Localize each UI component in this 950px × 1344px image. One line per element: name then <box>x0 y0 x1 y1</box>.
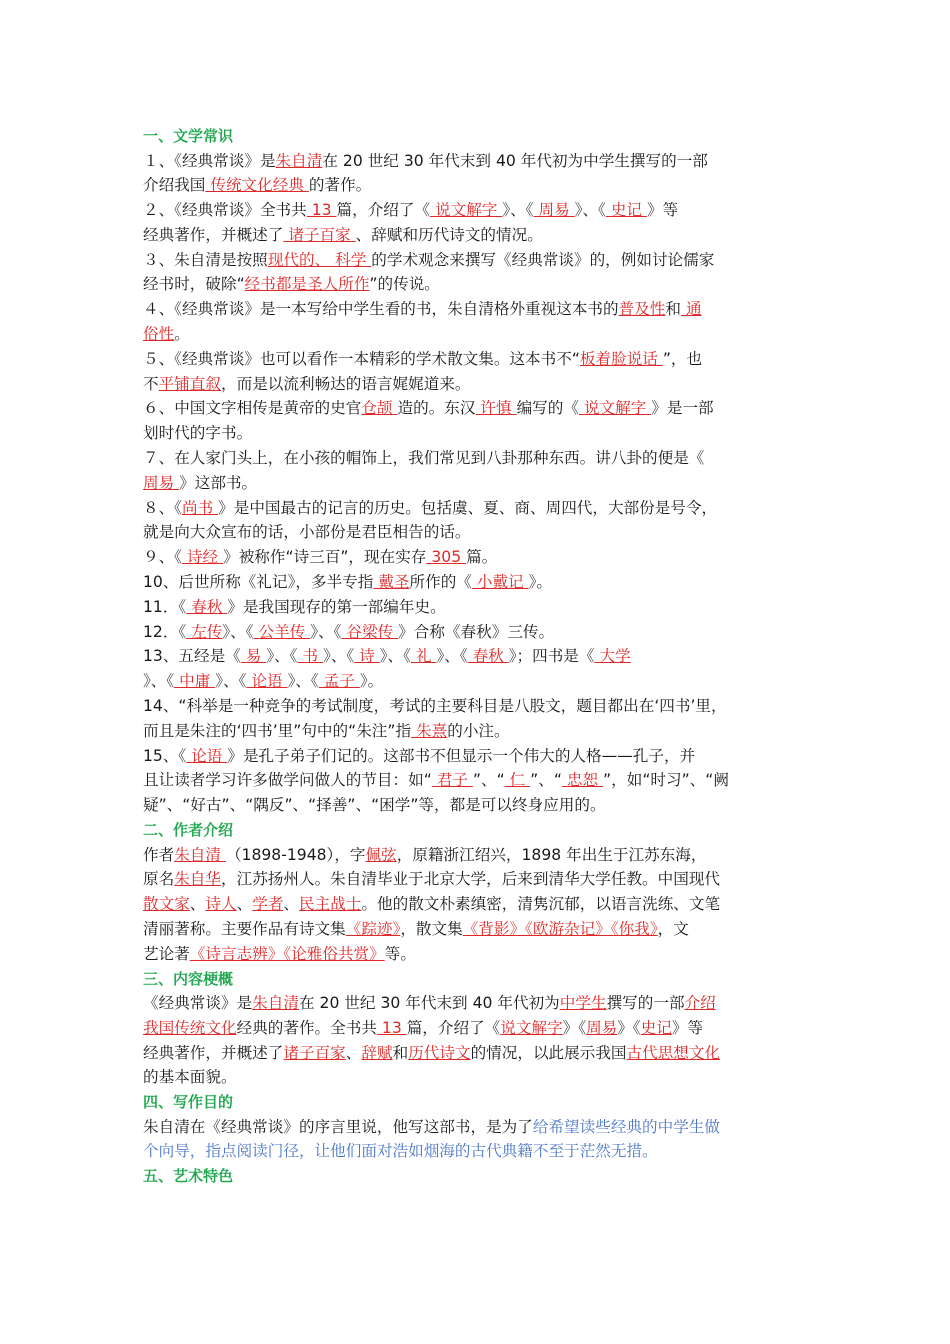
answer-text: 尚书 <box>181 498 219 517</box>
answer-text: 论语 <box>186 746 228 765</box>
body-text: 篇。 <box>466 548 498 567</box>
answer-text: 朱自华 <box>174 870 221 889</box>
section-heading <box>143 1090 815 1115</box>
section-heading <box>143 1164 815 1189</box>
body-text: 介绍我国 <box>143 176 206 195</box>
body-text: 所作的《 <box>409 573 472 592</box>
answer-text: 诗 <box>354 647 380 666</box>
text-line <box>143 248 815 273</box>
body-text: 艺论著 <box>143 944 190 963</box>
text-line <box>143 471 815 496</box>
body-text: ”，也 <box>662 349 703 368</box>
body-text: 经书时，破除“ <box>143 275 245 294</box>
body-text: 11．《 <box>143 597 187 616</box>
answer-text: 孟子 <box>318 672 360 691</box>
body-text: 》是一部 <box>651 399 714 418</box>
body-text: 》这部书。 <box>179 473 258 492</box>
answer-text: 13 <box>306 201 337 220</box>
answer-text: 君子 <box>431 771 473 790</box>
body-text: ”，如“时习”、“阙 <box>603 771 729 790</box>
text-line <box>143 1115 815 1140</box>
body-text: ８、《 <box>143 498 182 517</box>
purpose-text: 给希望读些经典的中学生做 <box>532 1117 720 1136</box>
answer-text: 诸子百家 <box>283 225 356 244</box>
answer-text: 书 <box>297 647 324 666</box>
body-text: 》、《 <box>266 647 298 666</box>
body-text: 篇，介绍了《 <box>336 201 431 220</box>
text-line <box>143 843 815 868</box>
body-text: ７、在人家门头上，在小孩的帽饰上，我们常见到八卦那种东西。讲八卦的便是《 <box>143 449 705 468</box>
body-text: １、《经典常谈》是 <box>143 151 276 170</box>
section-heading <box>143 818 815 843</box>
body-text: 等。 <box>384 944 416 963</box>
answer-text: 朱自清 <box>252 994 299 1012</box>
body-text: 》；四书是《 <box>508 647 595 666</box>
purpose-text: 个向导，指点阅读门径，让他们面对浩如烟海的古代典籍不至于茫然无措。 <box>143 1142 658 1161</box>
body-text: 》等 <box>671 1018 704 1037</box>
body-text: 在 20 世纪 30 年代末到 40 年代初为 <box>298 994 560 1012</box>
body-text: ２、《经典常谈》全书共 <box>143 201 307 220</box>
text-line <box>143 545 815 570</box>
answer-text: 介绍 <box>684 994 716 1012</box>
body-text: 的情况，以此展示我国 <box>470 1043 627 1062</box>
section-heading <box>143 967 815 992</box>
body-text: 》、《 <box>436 647 468 666</box>
answer-text: 许慎 <box>475 399 517 418</box>
text-line <box>143 223 815 248</box>
answer-text: 仓颉 <box>361 399 398 418</box>
text-line <box>143 1065 815 1090</box>
answer-text: 说文解字 <box>500 1018 563 1037</box>
body-text: 。他的散文朴素缜密，清隽沉郁，以语言洗练、文笔 <box>361 895 721 914</box>
body-text: ，文 <box>657 919 689 938</box>
body-text: 》《 <box>562 1018 587 1037</box>
body-text: 》、《 <box>222 622 254 641</box>
answer-text: 忠恕 <box>561 771 604 790</box>
text-line <box>143 520 815 545</box>
body-text: 不 <box>143 374 159 393</box>
body-text: 编写的《 <box>516 399 579 418</box>
body-text: 疑”、“好古”、“隅反”、“择善”、“困学”等，都是可以终身应用的。 <box>143 796 606 815</box>
text-line <box>143 446 815 471</box>
body-text: 。 <box>174 325 190 344</box>
body-text: 而且是朱注的‘四书’里”句中的“朱注”指 <box>143 721 412 740</box>
answer-text: 春秋 <box>186 597 228 616</box>
answer-text: 说文解字 <box>578 399 652 418</box>
body-text: ”的传说。 <box>369 275 440 294</box>
answer-text: 散文家 <box>143 895 190 914</box>
answer-text: 诗经 <box>181 548 224 567</box>
text-line <box>143 570 815 595</box>
body-text: ”、“ <box>472 771 505 790</box>
body-text: 13、五经是《 <box>143 647 241 666</box>
text-line <box>143 322 815 347</box>
body-text: 经典著作，并概述了 <box>143 225 284 244</box>
body-text: 清丽著称。主要作品有诗文集 <box>143 919 346 938</box>
answer-text: 公羊传 <box>253 622 311 641</box>
answer-text: 板着脸说话 <box>579 349 663 368</box>
answer-text: 史记 <box>605 201 647 220</box>
answer-text: 学者 <box>252 895 284 914</box>
body-text: 和 <box>665 300 682 319</box>
body-text: 》、《 <box>287 672 319 691</box>
text-line <box>143 669 815 694</box>
body-text: ，原籍浙江绍兴，1898 年出生于江苏东海， <box>396 845 707 864</box>
heading-text: 一、文学常识 <box>143 127 234 145</box>
body-text: 篇，介绍了《 <box>406 1018 501 1037</box>
answer-text: 易 <box>240 647 267 666</box>
answer-text: 俗性 <box>143 325 175 344</box>
body-text: 划时代的字书。 <box>143 424 253 443</box>
answer-text: 诸子百家 <box>283 1043 346 1062</box>
text-line <box>143 620 815 645</box>
text-line <box>143 272 815 297</box>
answer-text: 历代诗文 <box>408 1043 471 1062</box>
body-text: 原名 <box>143 870 175 889</box>
body-text: 》《 <box>617 1018 641 1037</box>
answer-text: 《诗言志辨》《论雅俗共赏》 <box>189 944 385 963</box>
body-text: 、 <box>189 895 206 914</box>
body-text: 、辞赋和历代诗文的情况。 <box>355 225 543 244</box>
body-text: 》合称《春秋》三传。 <box>398 622 555 641</box>
body-text: 》被称作“诗三百”，现在实存 <box>223 548 427 567</box>
body-text: 的基本面貌。 <box>143 1068 237 1087</box>
answer-text: 《踪迹》 <box>345 919 401 938</box>
text-line <box>143 719 815 744</box>
body-text: 、 <box>283 895 300 914</box>
answer-text: 说文解字 <box>430 201 503 220</box>
body-text: 》、《 <box>379 647 411 666</box>
answer-text: 古代思想文化 <box>626 1043 721 1062</box>
text-line <box>143 867 815 892</box>
body-text: 》。 <box>528 573 552 592</box>
section-heading <box>143 124 815 149</box>
text-line <box>143 149 815 174</box>
answer-text: 辞赋 <box>361 1043 393 1062</box>
text-line <box>143 421 815 446</box>
text-line <box>143 372 815 397</box>
text-line <box>143 198 815 223</box>
body-text: 14、“科举是一种竞争的考试制度，考试的主要科目是八股文，题目都出在‘四书’里， <box>143 697 727 716</box>
answer-text: 平铺直叙 <box>158 374 221 393</box>
text-line <box>143 347 815 372</box>
body-text: 》、《 <box>574 201 606 220</box>
answer-text: 13 <box>376 1018 407 1037</box>
answer-text: 左传 <box>186 622 223 641</box>
body-text: 《经典常谈》是 <box>143 994 253 1012</box>
body-text: 》、《 <box>310 622 342 641</box>
text-line <box>143 991 815 1016</box>
body-text: ９、《 <box>143 548 182 567</box>
answer-text: 诗人 <box>205 895 237 914</box>
answer-text: 春秋 <box>467 647 509 666</box>
answer-text: 周易 <box>533 201 575 220</box>
body-text: 》、《 <box>215 672 247 691</box>
text-line <box>143 173 815 198</box>
body-text: 且让读者学习许多做学问做人的节目：如“ <box>143 771 432 790</box>
text-line <box>143 793 815 818</box>
answer-text: 朱自清 <box>275 151 323 170</box>
body-text: 10、后世所称《礼记》，多半专指 <box>143 573 374 592</box>
body-text: 经典的著作。全书共 <box>236 1018 377 1037</box>
text-line <box>143 396 815 421</box>
answer-text: 传统文化经典 <box>205 176 309 195</box>
answer-text: 戴圣 <box>373 573 410 592</box>
text-line <box>143 744 815 769</box>
answer-text: 《背影》《欧游杂记》《你我》 <box>462 919 658 938</box>
answer-text: 史记 <box>640 1018 672 1037</box>
body-text: 的学术观念来撰写《经典常谈》的，例如讨论儒家 <box>371 250 715 269</box>
body-text: ，散文集 <box>400 919 463 938</box>
body-text: 和 <box>392 1043 409 1062</box>
body-text: ，而是以流利畅达的语言娓娓道来。 <box>221 374 471 393</box>
body-text: ５、《经典常谈》也可以看作一本精彩的学术散文集。这本书不“ <box>143 349 580 368</box>
heading-text: 四、写作目的 <box>143 1093 234 1112</box>
body-text: ”、“ <box>530 771 562 790</box>
answer-text: 小戴记 <box>471 573 529 592</box>
answer-text: 中学生 <box>559 994 607 1012</box>
body-text: 的小注。 <box>447 721 510 740</box>
body-text: ３、朱自清是按照 <box>143 250 268 269</box>
body-text: 经典著作，并概述了 <box>143 1043 284 1062</box>
answer-text: 谷梁传 <box>341 622 399 641</box>
text-line <box>143 1016 815 1041</box>
heading-text: 二、作者介绍 <box>143 821 234 840</box>
answer-text: 民主战士 <box>299 895 362 914</box>
answer-text: 礼 <box>410 647 437 666</box>
text-line <box>143 595 815 620</box>
text-line <box>143 644 815 669</box>
answer-text: 我国传统文化 <box>143 1018 237 1037</box>
body-text: 》是我国现存的第一部编年史。 <box>227 597 446 616</box>
answer-text: 周易 <box>586 1018 618 1037</box>
body-text: 》、《 <box>143 672 175 691</box>
body-text: 、 <box>345 1043 362 1062</box>
text-line <box>143 1139 815 1164</box>
document-body <box>143 124 815 1189</box>
answer-text: 经书都是圣人所作 <box>244 275 370 294</box>
text-line <box>143 892 815 917</box>
body-text: 》、《 <box>502 201 534 220</box>
body-text: ，江苏扬州人。朱自清毕业于北京大学，后来到清华大学任教。中国现代 <box>221 870 721 889</box>
text-line <box>143 768 815 793</box>
body-text: 、 <box>236 895 253 914</box>
body-text: 15、《 <box>143 746 187 765</box>
heading-text: 三、内容梗概 <box>143 969 234 988</box>
body-text: 就是向大众宣布的话，小部份是君臣相告的话。 <box>143 523 471 542</box>
answer-text: 科学 <box>330 250 372 269</box>
body-text: ４、《经典常谈》是一本写给中学生看的书，朱自清格外重视这本书的 <box>143 300 619 319</box>
heading-text: 五、艺术特色 <box>143 1167 234 1186</box>
body-text: 》等 <box>646 201 679 220</box>
answer-text: 通 <box>681 300 702 319</box>
answer-text: 305 <box>426 548 467 567</box>
body-text: 》。 <box>359 672 384 691</box>
answer-text: 周易 <box>143 473 180 492</box>
body-text: 》是中国最古的记言的历史。包括虞、夏、商、周四代，大部份是号令， <box>218 498 718 517</box>
body-text: 造的。东汉 <box>397 399 476 418</box>
text-line <box>143 496 815 521</box>
answer-text: 现代的、 <box>267 250 331 269</box>
text-line <box>143 694 815 719</box>
answer-text: 佩弦 <box>365 845 397 864</box>
body-text: 朱自清在《经典常谈》的序言里说，他写这部书，是为了 <box>143 1117 533 1136</box>
text-line <box>143 942 815 967</box>
answer-text: 论语 <box>246 672 288 691</box>
answer-text: 大学 <box>594 647 631 666</box>
answer-text: 中庸 <box>174 672 216 691</box>
text-line <box>143 297 815 322</box>
body-text: 》是孔子弟子们记的。这部书不但显示一个伟大的人格——孔子，并 <box>227 746 696 765</box>
body-text: （1898-1948），字 <box>225 845 366 864</box>
answer-text: 朱熹 <box>411 721 448 740</box>
text-line <box>143 917 815 942</box>
answer-text: 朱自清 <box>174 845 226 864</box>
answer-text: 仁 <box>504 771 531 790</box>
body-text: 撰写的一部 <box>606 994 685 1012</box>
answer-text: 普及性 <box>618 300 666 319</box>
body-text: ６、中国文字相传是黄帝的史官 <box>143 399 362 418</box>
body-text: 的著作。 <box>308 176 372 195</box>
text-line <box>143 1041 815 1066</box>
body-text: 》、《 <box>323 647 355 666</box>
body-text: 在 20 世纪 30 年代末到 40 年代初为中学生撰写的一部 <box>322 151 708 170</box>
body-text: 作者 <box>143 845 175 864</box>
body-text: 12．《 <box>143 622 187 641</box>
